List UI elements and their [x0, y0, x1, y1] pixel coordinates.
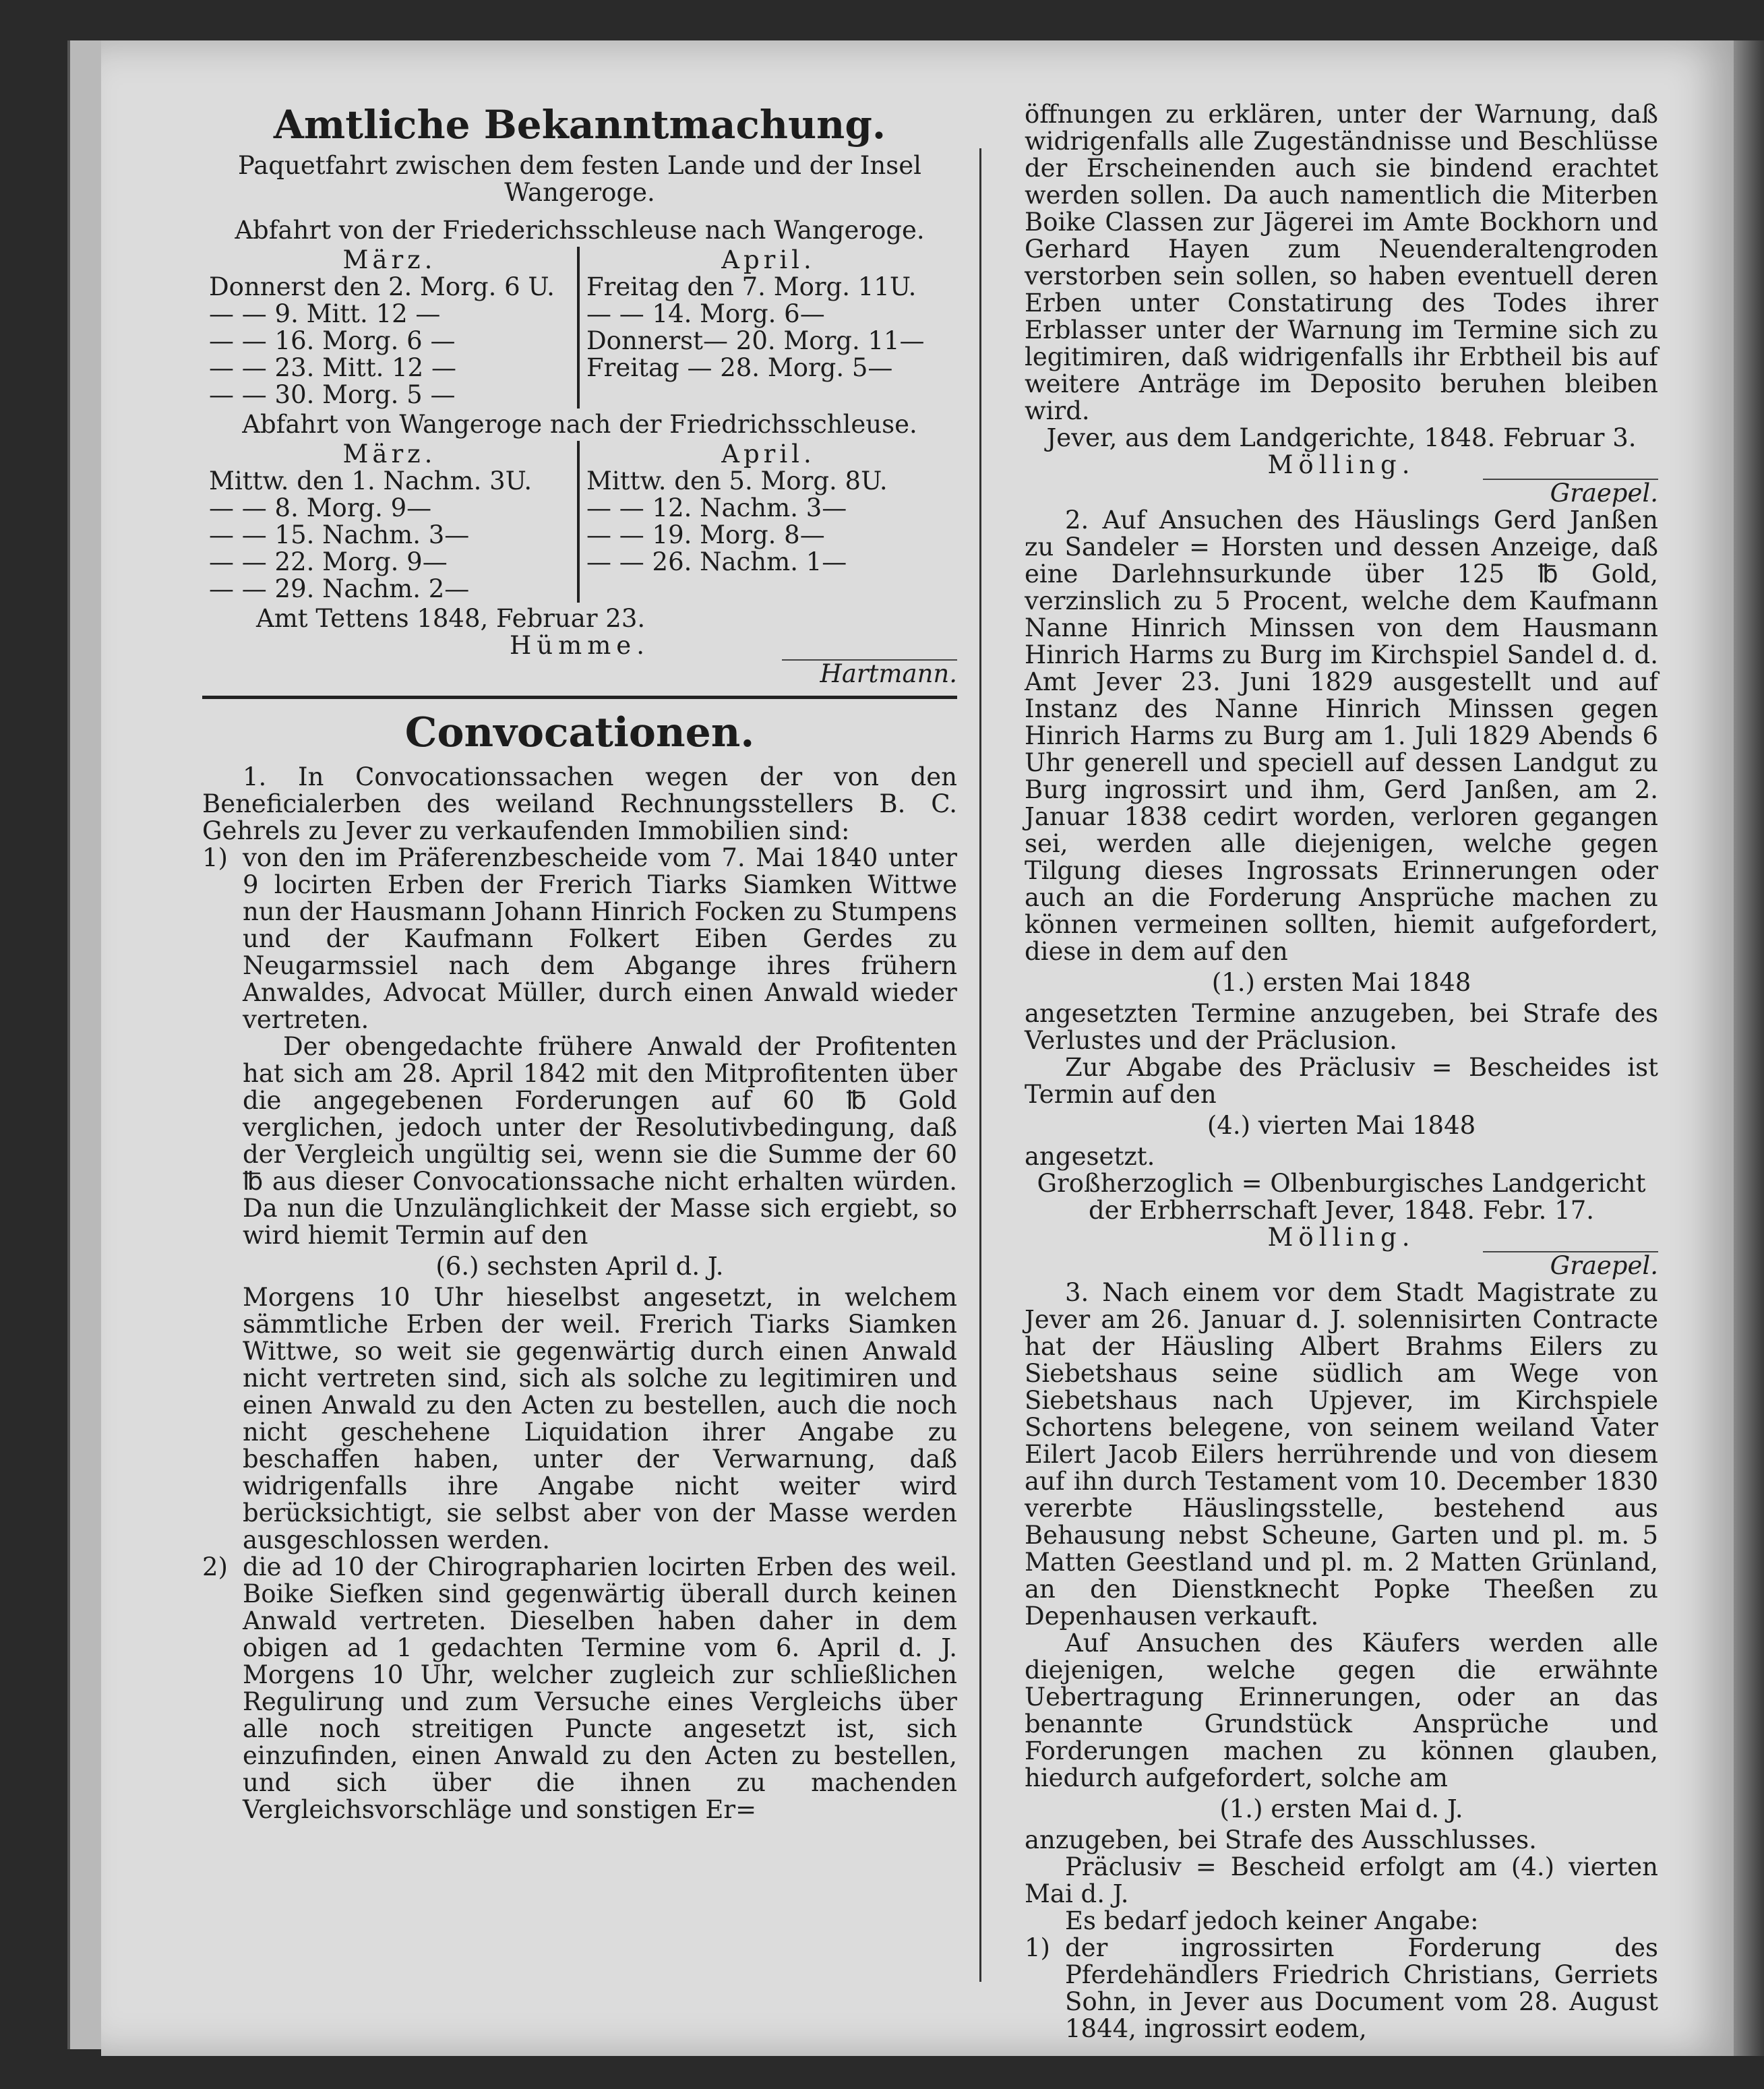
schedule-row: Donnerst den 2. Morg. 6 U.	[209, 272, 555, 301]
notice-title: Amtliche Bekanntmachung.	[273, 102, 886, 148]
schedule-2-march	[202, 441, 580, 603]
schedule-row: — — 26. Nachm. 1—	[586, 547, 847, 576]
term-date: (6.) sechsten April d. J.	[435, 1252, 724, 1281]
paragraph: Der obengedachte frühere Anwald der Profitenten hat sich am 28. April 1842 mit den Mitprofitenten über die angegebenen Forderungen auf 60 ℔ Gold verglichen, jedoch unter der Resolutivbedingung, daß der Vergleich ungültig sei, wenn sie die Summe der 60 ℔ aus dieser Convocationssache nicht erhalten würden. Da nun die Unzulänglichkeit der Masse sich ergiebt, so wird hiemit Termin auf den	[243, 1032, 957, 1250]
schedule-row: Donnerst— 20. Morg. 11—	[586, 326, 925, 355]
paragraph: 2. Auf Ansuchen des Häuslings Gerd Janßen zu Sandeler = Horsten und dessen Anzeige, daß eine Darlehnsurkunde über 125 ℔ Gold, verzinslich zu 5 Procent, welche dem Kaufmann Nanne Hinrich Minssen von dem Hausmann Hinrich Harms zu Burg im Kirchspiel Sandel d. d. Amt Jever 23. Juni 1829 ausgestellt und auf Instanz des Nanne Hinrich Minssen gegen Hinrich Harms zu Burg am 1. Juli 1829 Abends 6 Uhr generell und speciell auf dessen Landgut zu Burg ingrossirt und ihm, Gerd Janßen, am 2. Januar 1838 cedirt worden, verloren gegangen sei, werden alle diejenigen, welche gegen Tilgung dieses Ingrossats Erinnerungen oder auch an die Forderung Ansprüche machen zu können vermeinen sollten, hiemit aufgefordert, diese in dem auf den	[1025, 506, 1658, 966]
paragraph: angesetzt.	[1025, 1142, 1155, 1171]
list-number: 1)	[1025, 1933, 1050, 1962]
convocations-title: Convocationen.	[404, 709, 755, 756]
column-divider	[979, 148, 981, 1982]
list-item	[202, 1554, 957, 1823]
schedule-row: — — 23. Mitt. 12 —	[209, 353, 456, 382]
departure-heading-1: Abfahrt von der Friederichsschleuse nach Wangeroge.	[235, 216, 925, 245]
signer-name: Mölling.	[1267, 450, 1416, 479]
signer-name-2: Graepel.	[1550, 479, 1658, 508]
month-heading: März.	[342, 245, 437, 274]
paragraph: Zur Abgabe des Präclusiv = Bescheides ist Termin auf den	[1025, 1053, 1658, 1109]
term-date: (4.) vierten Mai 1848	[1207, 1111, 1476, 1140]
list-text: der ingrossirten Forderung des Pferdehändlers Friedrich Christians, Gerriets Sohn, in Jever aus Document vom 28. August 1844, ingrossirt eodem,	[1065, 1933, 1658, 2043]
paragraph: Es bedarf jedoch keiner Angabe:	[1065, 1906, 1479, 1935]
schedule-row: — — 16. Morg. 6 —	[209, 326, 456, 355]
schedule-row: — — 12. Nachm. 3—	[586, 493, 847, 522]
schedule-2-april	[580, 441, 957, 603]
schedule-row: — — 22. Morg. 9—	[209, 547, 448, 576]
paragraph: 3. Nach einem vor dem Stadt Magistrate zu Jever am 26. Januar d. J. solennisirten Contracte hat der Häusling Albert Brahms Eilers zu Siebetshaus seine südlich am Wege von Siebetshaus nach Upjever, im Kirchspiele Schortens belegene, von seinem weiland Vater Eilert Jacob Eilers herrührende und von diesem auf ihn durch Testament vom 10. December 1830 vererbte Häuslingsstelle, bestehend aus Behausung nebst Scheune, Garten und pl. m. 5 Matten Geestland und pl. m. 2 Matten Grünland, an den Dienstknecht Popke Theeßen zu Depenhausen verkauft.	[1025, 1278, 1658, 1631]
schedule-row: — — 14. Morg. 6—	[586, 299, 825, 328]
schedule-row: Mittw. den 5. Morg. 8U.	[586, 466, 888, 495]
signer-name-2: Graepel.	[1550, 1251, 1658, 1280]
schedule-1-march	[202, 247, 580, 408]
paragraph: anzugeben, bei Strafe des Ausschlusses.	[1025, 1825, 1537, 1854]
schedule-row: — — 30. Morg. 5 —	[209, 380, 456, 409]
paragraph: Präclusiv = Bescheid erfolgt am (4.) vierten Mai d. J.	[1025, 1852, 1658, 1908]
place-date: Amt Tettens 1848, Februar 23.	[256, 604, 646, 633]
notice-subtitle: Paquetfahrt zwischen dem festen Lande und der Insel Wangeroge.	[238, 151, 921, 207]
schedule-row: — — 15. Nachm. 3—	[209, 520, 470, 549]
signer-name: Mölling.	[1267, 1223, 1416, 1252]
schedule-row: — — 19. Morg. 8—	[586, 520, 825, 549]
list-item	[1025, 1935, 1658, 2042]
list-text: von den im Präferenzbescheide vom 7. Mai 1840 unter 9 locirten Erben der Frerich Tiarks Siamken Wittwe nun der Hausmann Johann Hinrich Focken zu Stumpens und der Kaufmann Folkert Eiben Gerdes zu Neugarmssiel nach dem Abgange ihres frühern Anwaldes, Advocat Müller, durch einen Anwald wieder vertreten.	[243, 843, 957, 1034]
schedule-1-april	[580, 247, 957, 408]
list-number: 2)	[202, 1552, 228, 1581]
right-column	[1025, 101, 1658, 2042]
list-item	[202, 845, 957, 1033]
signer-name: Hümme.	[510, 631, 650, 660]
term-date: (1.) ersten Mai d. J.	[1219, 1794, 1463, 1823]
list-number: 1)	[202, 843, 228, 872]
month-heading: April.	[721, 440, 816, 468]
schedule-row: — — 9. Mitt. 12 —	[209, 299, 441, 328]
schedule-row: — — 29. Nachm. 2—	[209, 574, 470, 603]
paragraph: 1. In Convocationssachen wegen der von den Beneficialerben des weiland Rechnungsstellers B. C. Gehrels zu Jever zu verkaufenden Immobilien sind:	[202, 762, 957, 845]
paragraph: Auf Ansuchen des Käufers werden alle diejenigen, welche gegen die erwähnte Uebertragung Erinnerungen, oder an das benannte Grundstück Ansprüche und Forderungen machen zu können glauben, hiedurch aufgefordert, solche am	[1025, 1629, 1658, 1792]
schedule-row: Mittw. den 1. Nachm. 3U.	[209, 466, 533, 495]
place-date: Jever, aus dem Landgerichte, 1848. Februar 3.	[1046, 423, 1637, 452]
left-column	[202, 101, 957, 1823]
departure-heading-2: Abfahrt von Wangeroge nach der Friedrichsschleuse.	[242, 410, 917, 439]
schedule-1	[202, 247, 957, 408]
term-date: (1.) ersten Mai 1848	[1211, 968, 1471, 997]
signer-name-2: Hartmann.	[820, 659, 957, 688]
schedule-row: — — 8. Morg. 9—	[209, 493, 432, 522]
schedule-2	[202, 441, 957, 603]
section-rule	[202, 696, 957, 699]
paragraph: angesetzten Termine anzugeben, bei Strafe des Verlustes und der Präclusion.	[1025, 999, 1658, 1055]
schedule-row: Freitag den 7. Morg. 11U.	[586, 272, 917, 301]
month-heading: März.	[342, 440, 437, 468]
book-binding	[1734, 40, 1764, 2056]
month-heading: April.	[721, 245, 816, 274]
paragraph: öffnungen zu erklären, unter der Warnung, daß widrigenfalls alle Zugeständnisse und Beschlüsse der Erscheinenden auch sie bindend erachtet werden sollen. Da auch namentlich die Miterben Boike Classen zur Jägerei im Amte Bockhorn und Gerhard Hayen zum Neuenderaltengroden verstorben sein sollen, so haben eventuell deren Erben unter Constatirung des Todes ihrer Erblasser unter der Warnung im Termine sich zu legitimiren, daß widrigenfalls ihr Erbtheil bis auf weitere Anträge im Deposito beruhen bleiben wird.	[1025, 100, 1658, 425]
list-text: die ad 10 der Chirographarien locirten Erben des weil. Boike Siefken sind gegenwärtig überall durch keinen Anwald vertreten. Dieselben haben daher in dem obigen ad 1 gedachten Termine vom 6. April d. J. Morgens 10 Uhr, welcher zugleich zur schließlichen Regulirung und zum Versuche eines Vergleichs über alle noch streitigen Puncte angesetzt ist, sich einzufinden, einen Anwald zu den Acten zu bestellen, und sich über die ihnen zu machenden Vergleichsvorschläge und sonstigen Er=	[243, 1552, 957, 1824]
paragraph: Morgens 10 Uhr hieselbst angesetzt, in welchem sämmtliche Erben der weil. Frerich Tiarks Siamken Wittwe, so weit sie gegenwärtig durch einen Anwald nicht vertreten sind, sich als solche zu legitimiren und einen Anwald zu den Acten zu bestellen, auch die noch nicht geschehene Liquidation ihrer Angabe zu beschaffen haben, unter der Verwarnung, daß widrigenfalls ihre Angabe nicht weiter wird berücksichtigt, sie selbst aber von der Masse werden ausgeschlossen werden.	[243, 1283, 957, 1554]
place-date: Großherzoglich = Olbenburgisches Landgericht der Erbherrschaft Jever, 1848. Febr. 17.	[1037, 1169, 1646, 1225]
schedule-row: Freitag — 28. Morg. 5—	[586, 353, 893, 382]
